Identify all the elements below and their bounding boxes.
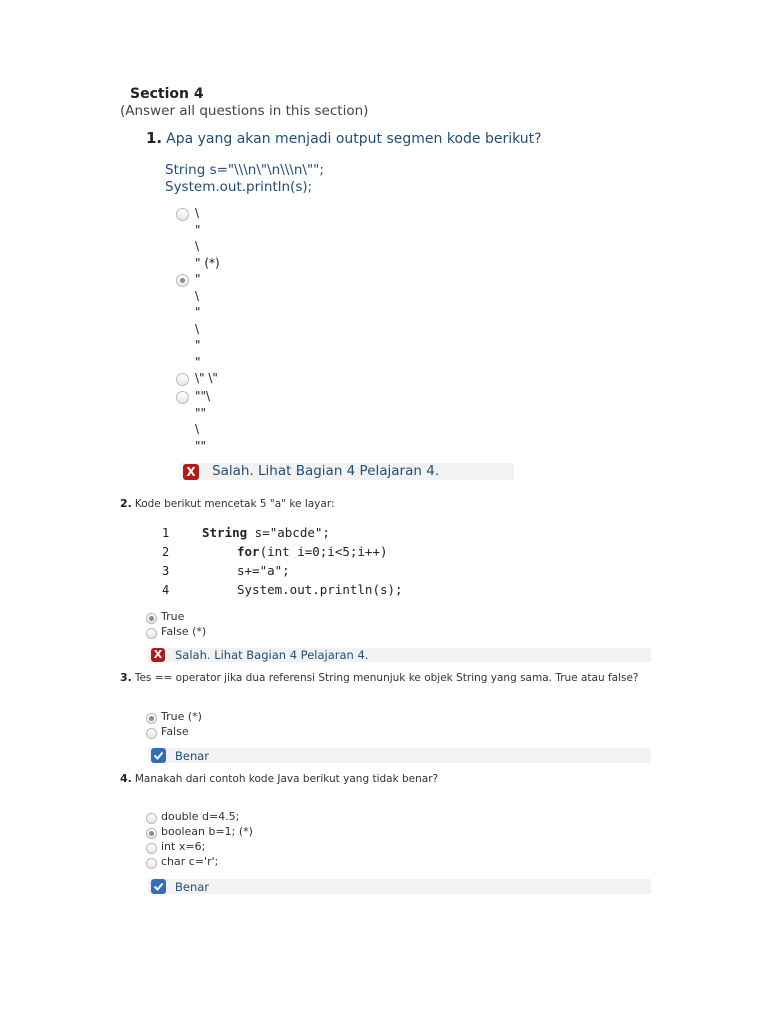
q4-option-3-radio[interactable]	[146, 843, 157, 854]
q3-feedback-bar	[148, 748, 651, 763]
q4-option-1-label: double d=4.5;	[161, 810, 240, 823]
q2-option-false-radio[interactable]	[146, 628, 157, 639]
q2-code-line-number-4: 4	[162, 583, 170, 597]
question-4-title	[120, 772, 438, 785]
question-3-text: Tes == operator jika dua referensi String menunjuk ke objek String yang sama. True atau false?	[134, 672, 639, 684]
q2-code-line-number-3: 3	[162, 564, 170, 578]
q4-option-4-label: char c='r';	[161, 855, 219, 868]
question-1-code-line-1: String s="\\\n\"\n\\\n\"";	[165, 162, 324, 178]
q2-option-true-radio[interactable]	[146, 613, 157, 624]
q2-option-false-label: False (*)	[161, 625, 207, 638]
q2-code-line-4: System.out.println(s);	[237, 582, 403, 597]
q2-code-line-number-2: 2	[162, 545, 170, 559]
q1-option-d-radio[interactable]	[176, 391, 189, 404]
question-1-title	[146, 129, 542, 147]
question-1-code	[165, 162, 324, 196]
question-3-title	[120, 671, 639, 684]
q4-option-4-radio[interactable]	[146, 858, 157, 869]
question-2-title	[120, 497, 335, 510]
q2-feedback-text: Salah. Lihat Bagian 4 Pelajaran 4.	[175, 648, 369, 662]
q1-feedback-text: Salah. Lihat Bagian 4 Pelajaran 4.	[212, 463, 440, 479]
q4-option-1-radio[interactable]	[146, 813, 157, 824]
checkmark-icon	[151, 748, 166, 763]
q2-code-line-number-1: 1	[162, 526, 170, 540]
q1-option-a-radio[interactable]	[176, 208, 189, 221]
q3-option-false-label: False	[161, 725, 189, 738]
question-3-number: 3.	[120, 671, 132, 684]
q4-feedback-bar	[148, 879, 651, 894]
question-1-number: 1.	[146, 129, 163, 147]
q4-option-2-label: boolean b=1; (*)	[161, 825, 253, 838]
q1-option-a-text: \ " \ " (*)	[195, 206, 220, 270]
q2-code-line-2-rest: (int i=0;i<5;i++)	[259, 544, 388, 559]
q4-option-2-radio[interactable]	[146, 828, 157, 839]
q1-option-b-text: " \ " \ " "	[195, 272, 201, 369]
q2-code-line-1-rest: s="abcde";	[247, 525, 330, 540]
q3-option-true-radio[interactable]	[146, 713, 157, 724]
question-1-code-line-2: System.out.println(s);	[165, 179, 313, 195]
x-mark-icon: X	[183, 464, 199, 480]
section-subtitle: (Answer all questions in this section)	[120, 103, 369, 119]
q2-code-line-1	[202, 525, 330, 540]
q2-code-line-1-keyword: String	[202, 525, 248, 540]
q2-code-line-3: s+="a";	[237, 563, 290, 578]
q1-option-b-radio[interactable]	[176, 274, 189, 287]
q2-code-line-2-keyword: for	[237, 544, 260, 559]
section-title: Section 4	[130, 86, 204, 102]
q1-option-c-radio[interactable]	[176, 373, 189, 386]
q3-feedback-text: Benar	[175, 749, 210, 763]
x-mark-icon: X	[151, 648, 165, 662]
question-2-number: 2.	[120, 497, 132, 510]
q2-code-line-2	[237, 544, 388, 559]
q1-option-c-text: \" \"	[195, 371, 218, 385]
q4-option-3-label: int x=6;	[161, 840, 206, 853]
question-4-text: Manakah dari contoh kode Java berikut yang tidak benar?	[134, 773, 439, 785]
q3-option-false-radio[interactable]	[146, 728, 157, 739]
checkmark-icon	[151, 879, 166, 894]
question-1-text: Apa yang akan menjadi output segmen kode berikut?	[166, 131, 542, 147]
q3-option-true-label: True (*)	[161, 710, 202, 723]
q2-option-true-label: True	[161, 610, 185, 623]
q4-feedback-text: Benar	[175, 880, 210, 894]
question-2-text: Kode berikut mencetak 5 "a" ke layar:	[134, 498, 335, 510]
q1-option-d-text: ""\ "" \ ""	[195, 389, 211, 453]
question-4-number: 4.	[120, 772, 132, 785]
